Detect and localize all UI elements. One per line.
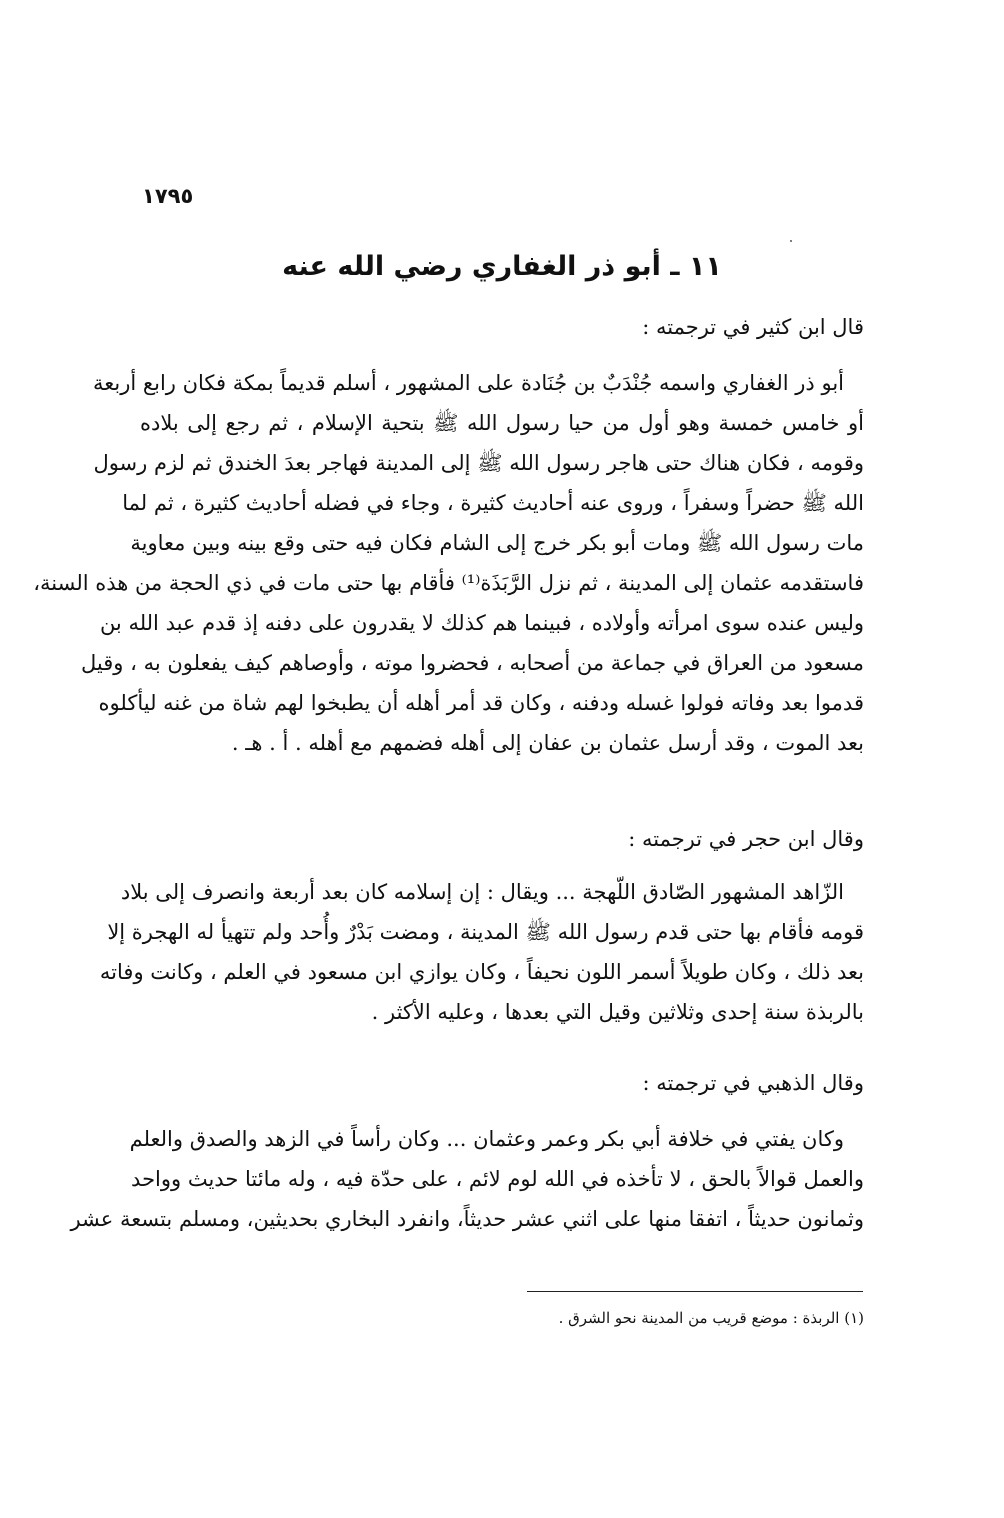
section-heading-ibn-kathir <box>140 307 864 347</box>
footnote: (١) الربذة : موضع قريب من المدينة نحو الشرق . <box>558 1309 864 1327</box>
text-line: قومه فأقام بها حتى قدم رسول الله ﷺ المدينة ، ومضت بَدْرٌ وأُحد ولم تتهيأ له الهجرة إلا <box>107 920 864 944</box>
section-heading-text: وقال الذهبي في ترجمته : <box>642 1071 864 1095</box>
text-line: وليس عنده سوى امرأته وأولاده ، فبينما هم كذلك لا يقدرون على دفنه إذ قدم عبد الله بن <box>99 611 864 635</box>
text-line: الله ﷺ حضراً وسفراً ، وروى عنه أحاديث كثيرة ، وجاء في فضله أحاديث كثيرة ، ثم لما <box>122 491 864 515</box>
text-line: قدموا بعد وفاته فولوا غسله ودفنه ، وكان قد أمر أهله أن يطبخوا لهم شاة من غنه ليأكلوه <box>98 691 864 715</box>
chapter-title: ١١ ـ أبو ذر الغفاري رضي الله عنه <box>282 251 722 282</box>
text-line: وكان يفتي في خلافة أبي بكر وعمر وعثمان ... وكان رأساً في الزهد والصدق والعلم <box>129 1127 844 1151</box>
section-body-dhahabi <box>70 1119 864 1239</box>
section-heading-text: وقال ابن حجر في ترجمته : <box>628 827 864 851</box>
text-line: مسعود من العراق في جماعة من أصحابه ، فحضروا موته ، وأوصاهم كيف يفعلون به ، وقيل <box>81 651 864 675</box>
text-line: بعد ذلك ، وكان طويلاً أسمر اللون نحيفاً ، وكان يوازي ابن مسعود في العلم ، وكانت وفاته <box>99 960 864 984</box>
print-speck <box>790 240 792 242</box>
footnote-divider <box>527 1291 863 1292</box>
section-heading-text: قال ابن كثير في ترجمته : <box>642 315 864 339</box>
text-line: وقومه ، فكان هناك حتى هاجر رسول الله ﷺ إلى المدينة فهاجر بعدَ الخندق ثم لزم رسول <box>93 451 864 475</box>
section-body-ibn-kathir <box>33 363 864 763</box>
text-line: مات رسول الله ﷺ ومات أبو بكر خرج إلى الشام فكان فيه حتى وقع بينه وبين معاوية <box>130 531 864 555</box>
section-heading-ibn-hajar <box>140 819 864 859</box>
text-line: الزّاهد المشهور الصّادق اللّهجة ... ويقال : إن إسلامه كان بعد أربعة وانصرف إلى بلاد <box>120 880 844 904</box>
text-line: بالربذة سنة إحدى وثلاثين وقيل التي بعدها ، وعليه الأكثر . <box>371 1000 864 1024</box>
text-line: بعد الموت ، وقد أرسل عثمان بن عفان إلى أهله فضمهم مع أهله . أ . هـ . <box>231 731 864 755</box>
text-line: فاستقدمه عثمان إلى المدينة ، ثم نزل الرَّبَذَة⁽¹⁾ فأقام بها حتى مات في ذي الحجة من هذه السنة، <box>33 571 864 595</box>
text-line: والعمل قوالاً بالحق ، لا تأخذه في الله لوم لائم ، على حدّة فيه ، وله مائتا حديث وواحد <box>131 1167 864 1191</box>
text-line: وثمانون حديثاً ، اتفقا منها على اثني عشر حديثاً، وانفرد البخاري بحديثين، ومسلم بتسعة عشر <box>70 1207 864 1231</box>
page-number: ١٧٩٥ <box>142 184 194 208</box>
section-heading-dhahabi <box>140 1063 864 1103</box>
section-body-ibn-hajar <box>99 872 864 1032</box>
text-line: أو خامس خمسة وهو أول من حيا رسول الله ﷺ بتحية الإسلام ، ثم رجع إلى بلاده <box>140 411 864 435</box>
text-line: أبو ذر الغفاري واسمه جُنْدَبٌ بن جُنَادة على المشهور ، أسلم قديماً بمكة فكان رابع أربعة <box>93 371 844 395</box>
